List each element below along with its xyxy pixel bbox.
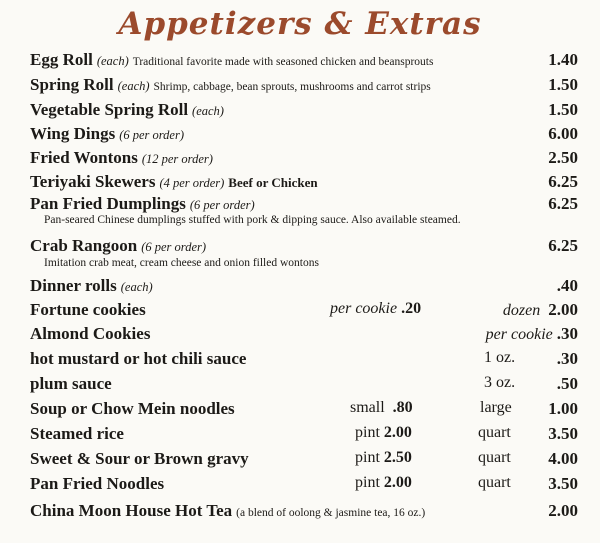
item-name: Dinner rolls <box>30 276 117 295</box>
price-size <box>484 349 515 367</box>
item-name: Teriyaki Skewers <box>30 172 156 191</box>
item-name: Wing Dings <box>30 124 116 143</box>
item-name: Pan Fried Noodles <box>30 474 165 493</box>
item-name: China Moon House Hot Tea <box>30 501 233 520</box>
item-name: hot mustard or hot chili sauce <box>30 349 247 368</box>
item-price: 3.50 <box>548 474 578 493</box>
price-pint <box>355 474 412 492</box>
item-price: 4.00 <box>548 449 578 468</box>
item-price: .40 <box>556 276 578 295</box>
price-label: quart <box>478 449 511 466</box>
price-value: 2.00 <box>383 474 412 491</box>
item-price: 1.50 <box>548 75 578 94</box>
item-price: 3.50 <box>548 424 578 443</box>
item-name: Crab Rangoon <box>30 236 138 255</box>
item-description: Pan-seared Chinese dumplings stuffed with pork & dipping sauce. Also available steamed. <box>44 214 461 226</box>
item-price: 6.25 <box>548 172 578 191</box>
price-value: 2.00 <box>383 424 412 441</box>
price-label: large <box>480 399 512 416</box>
item-name: Fried Wontons <box>30 148 138 167</box>
price-label: quart <box>478 424 511 441</box>
price-value: .80 <box>392 399 413 416</box>
item-price: .30 <box>556 349 578 368</box>
price-label: 1 oz. <box>484 349 516 366</box>
price-value: .20 <box>401 300 422 317</box>
price-label: pint <box>355 474 380 491</box>
price-label: pint <box>355 424 380 441</box>
price-value: 2.00 <box>548 300 578 319</box>
item-name: Fortune cookies <box>30 300 146 319</box>
item-price: 6.25 <box>548 236 578 255</box>
item-note: (each) <box>96 54 129 68</box>
price-pint <box>355 424 412 442</box>
item-description: (a blend of oolong & jasmine tea, 16 oz.) <box>236 507 426 519</box>
item-note: (4 per order) <box>159 176 225 190</box>
item-note: (each) <box>117 79 150 93</box>
page-title: Appetizers & Extras <box>118 6 482 42</box>
price-size <box>480 399 512 417</box>
price-label: per cookie <box>485 326 553 343</box>
item-name: Pan Fried Dumplings <box>30 194 186 213</box>
price-per-cookie <box>486 324 578 344</box>
item-name: Almond Cookies <box>30 324 151 343</box>
price-value: 2.50 <box>383 449 412 466</box>
price-label: pint <box>355 449 380 466</box>
price-dozen <box>503 300 578 320</box>
price-small <box>350 399 413 417</box>
item-note: (each) <box>192 104 224 118</box>
price-per-cookie <box>330 300 421 318</box>
item-price: 1.40 <box>548 50 578 69</box>
item-note: (12 per order) <box>141 152 213 166</box>
item-name: Steamed rice <box>30 424 124 443</box>
item-name: Sweet & Sour or Brown gravy <box>30 449 249 468</box>
item-name: Spring Roll <box>30 75 114 94</box>
item-price: 6.00 <box>548 124 578 143</box>
item-price: 6.25 <box>548 194 578 213</box>
item-note: (6 per order) <box>141 240 207 254</box>
item-price: 1.00 <box>548 399 578 418</box>
price-size <box>484 374 515 392</box>
price-size <box>478 474 511 492</box>
price-label: per cookie <box>330 300 398 317</box>
item-description: Traditional favorite made with seasoned chicken and beansprouts <box>132 56 434 68</box>
item-name: Egg Roll <box>30 50 93 69</box>
price-value: .30 <box>556 324 578 343</box>
item-price: 2.00 <box>548 501 578 520</box>
item-option: Beef or Chicken <box>228 175 318 190</box>
item-name: Soup or Chow Mein noodles <box>30 399 235 418</box>
item-name: Vegetable Spring Roll <box>30 100 189 119</box>
item-price: 1.50 <box>548 100 578 119</box>
item-price: .50 <box>556 374 578 393</box>
price-label: quart <box>478 474 511 491</box>
item-price: 2.50 <box>548 148 578 167</box>
price-label: dozen <box>502 302 541 319</box>
price-label: 3 oz. <box>484 374 516 391</box>
item-note: (each) <box>120 280 153 294</box>
item-note: (6 per order) <box>119 128 185 142</box>
item-description: Shrimp, cabbage, bean sprouts, mushrooms and carrot strips <box>153 81 431 93</box>
price-pint <box>355 449 412 467</box>
item-name: plum sauce <box>30 374 112 393</box>
item-description: Imitation crab meat, cream cheese and onion filled wontons <box>44 257 319 269</box>
item-note: (6 per order) <box>189 198 255 212</box>
price-size <box>478 424 511 442</box>
price-size <box>478 449 511 467</box>
price-label: small <box>350 399 385 416</box>
